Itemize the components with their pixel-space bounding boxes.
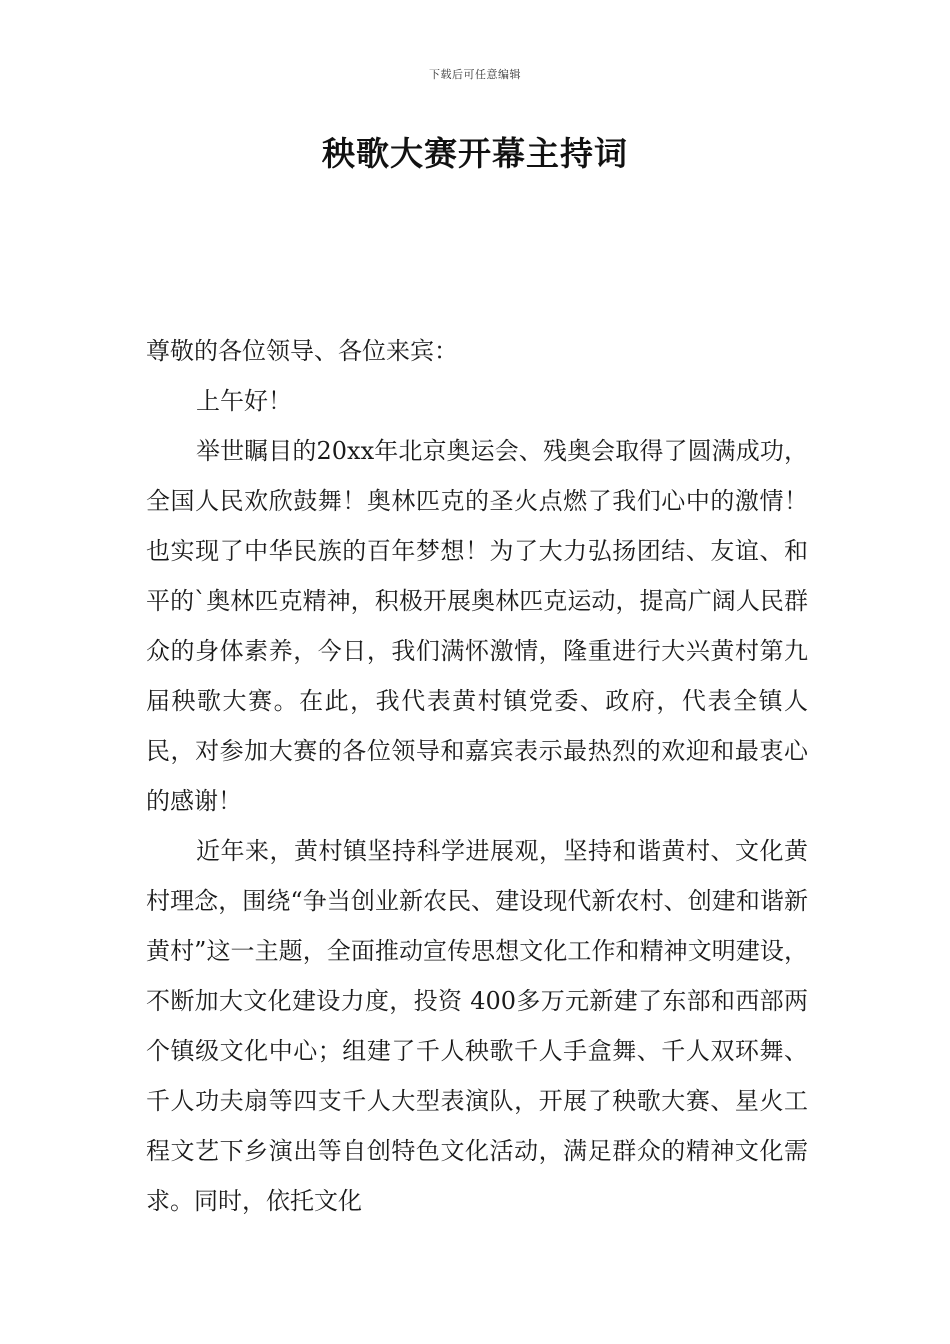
paragraph-greeting: 上午好！ <box>196 387 292 415</box>
document-title: 秧歌大赛开幕主持词 <box>322 134 628 173</box>
document-body <box>146 326 808 1226</box>
salutation: 尊敬的各位领导、各位来宾： <box>146 337 458 365</box>
header-note: 下载后可任意编辑 <box>429 68 521 81</box>
paragraph-culture: 近年来，黄村镇坚持科学进展观，坚持和谐黄村、文化黄村理念，围绕“争当创业新农民、建设现代新农村、创建和谐新黄村”这一主题，全面推动宣传思想文化工作和精神文明建设，不断加大文化建设力度，投资 400多万元新建了东部和西部两个镇级文化中心；组建了千人秧歌千人手盒舞、千人双环舞、千人功夫扇等四支千人大型表演队，开展了秧歌大赛、星火工程文艺下乡演出等自创特色文化活动，满足群众的精神文化需求。同时，依托文化 <box>146 837 808 1215</box>
paragraph-olympics: 举世瞩目的20xx年北京奥运会、残奥会取得了圆满成功，全国人民欢欣鼓舞！奥林匹克的圣火点燃了我们心中的激情！也实现了中华民族的百年梦想！为了大力弘扬团结、友谊、和平的`奥林匹克精神，积极开展奥林匹克运动，提高广阔人民群众的身体素养，今日，我们满怀激情，隆重进行大兴黄村第九届秧歌大赛。在此，我代表黄村镇党委、政府，代表全镇人民，对参加大赛的各位领导和嘉宾表示最热烈的欢迎和最衷心的感谢！ <box>146 437 808 815</box>
